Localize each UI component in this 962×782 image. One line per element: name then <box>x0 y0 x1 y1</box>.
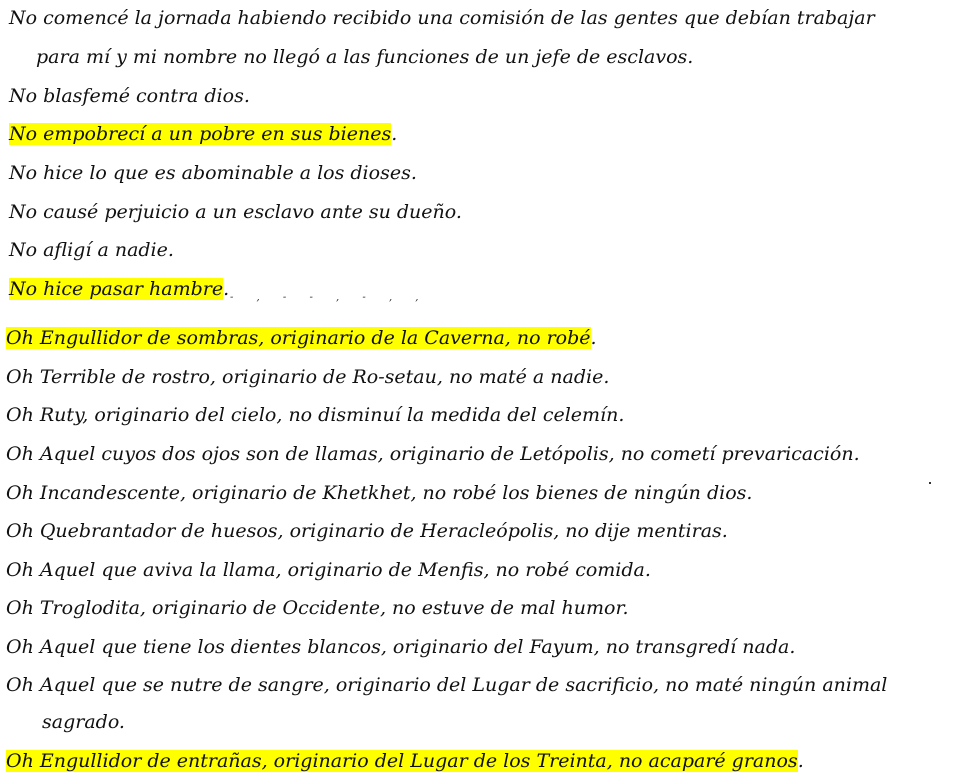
line-tail: . <box>590 327 597 349</box>
highlighted-text: No empobrecí a un pobre en sus bienes <box>9 123 392 145</box>
line-text: Oh Aquel que se nutre de sangre, originario del Lugar de sacrificio, no maté ningún animal <box>6 674 888 696</box>
line-tail: . <box>223 278 230 300</box>
line-text: sagrado. <box>42 711 125 733</box>
invocation-line-2 <box>6 363 609 391</box>
highlighted-text: Oh Engullidor de sombras, originario de la Caverna, no robé <box>6 327 591 349</box>
line-text: Oh Aquel que tiene los dientes blancos, originario del Fayum, no transgredí nada. <box>6 636 796 658</box>
invocation-line-9 <box>6 633 795 661</box>
line-text: No blasfemé contra dios. <box>9 85 250 107</box>
line-text: para mí y mi nombre no llegó a las funciones de un jefe de esclavos. <box>36 46 694 68</box>
line-text: No comencé la jornada habiendo recibido una comisión de las gentes que debían trabajar <box>9 7 875 29</box>
invocation-line-4 <box>6 440 860 468</box>
line-text: Oh Terrible de rostro, originario de Ro-setau, no maté a nadie. <box>6 366 610 388</box>
confession-line-6 <box>9 198 462 226</box>
line-text: Oh Aquel que aviva la llama, originario de Menfis, no robé comida. <box>6 559 651 581</box>
line-text: Oh Ruty, originario del cielo, no disminuí la medida del celemín. <box>6 404 625 426</box>
invocation-line-3 <box>6 401 624 429</box>
line-text: No afligí a nadie. <box>9 239 174 261</box>
invocation-line-11 <box>6 747 804 775</box>
confession-line-4 <box>9 120 397 148</box>
confession-line-5 <box>9 159 417 187</box>
highlighted-text: No hice pasar hambre <box>9 278 224 300</box>
line-text: No hice lo que es abominable a los dioses. <box>9 162 417 184</box>
line-tail: . <box>797 750 804 772</box>
invocation-line-10-continued <box>42 708 125 736</box>
invocation-line-7 <box>6 556 651 584</box>
line-text: No causé perjuicio a un esclavo ante su dueño. <box>9 201 462 223</box>
highlighted-text: Oh Engullidor de entrañas, originario del Lugar de los Treinta, no acaparé granos <box>6 750 798 772</box>
confession-line-7 <box>9 236 174 264</box>
confession-line-3 <box>9 82 250 110</box>
confession-line-2 <box>36 43 693 71</box>
invocation-line-8 <box>6 594 629 622</box>
invocation-line-1 <box>6 324 597 352</box>
invocation-line-5 <box>6 479 752 507</box>
scan-speck <box>929 482 931 484</box>
confession-line-1 <box>9 4 875 32</box>
line-tail: . <box>391 123 398 145</box>
confession-line-8 <box>9 275 229 303</box>
line-text: Oh Aquel cuyos dos ojos son de llamas, originario de Letópolis, no cometí prevaricación. <box>6 443 860 465</box>
invocation-line-6 <box>6 517 728 545</box>
invocation-line-10 <box>6 671 887 699</box>
line-text: Oh Quebrantador de huesos, originario de Heracleópolis, no dije mentiras. <box>6 520 728 542</box>
line-text: Oh Incandescente, originario de Khetkhet, no robé los bienes de ningún dios. <box>6 482 753 504</box>
cropped-text-fragment: - , - - , - , , <box>230 292 429 303</box>
line-text: Oh Troglodita, originario de Occidente, no estuve de mal humor. <box>6 597 629 619</box>
